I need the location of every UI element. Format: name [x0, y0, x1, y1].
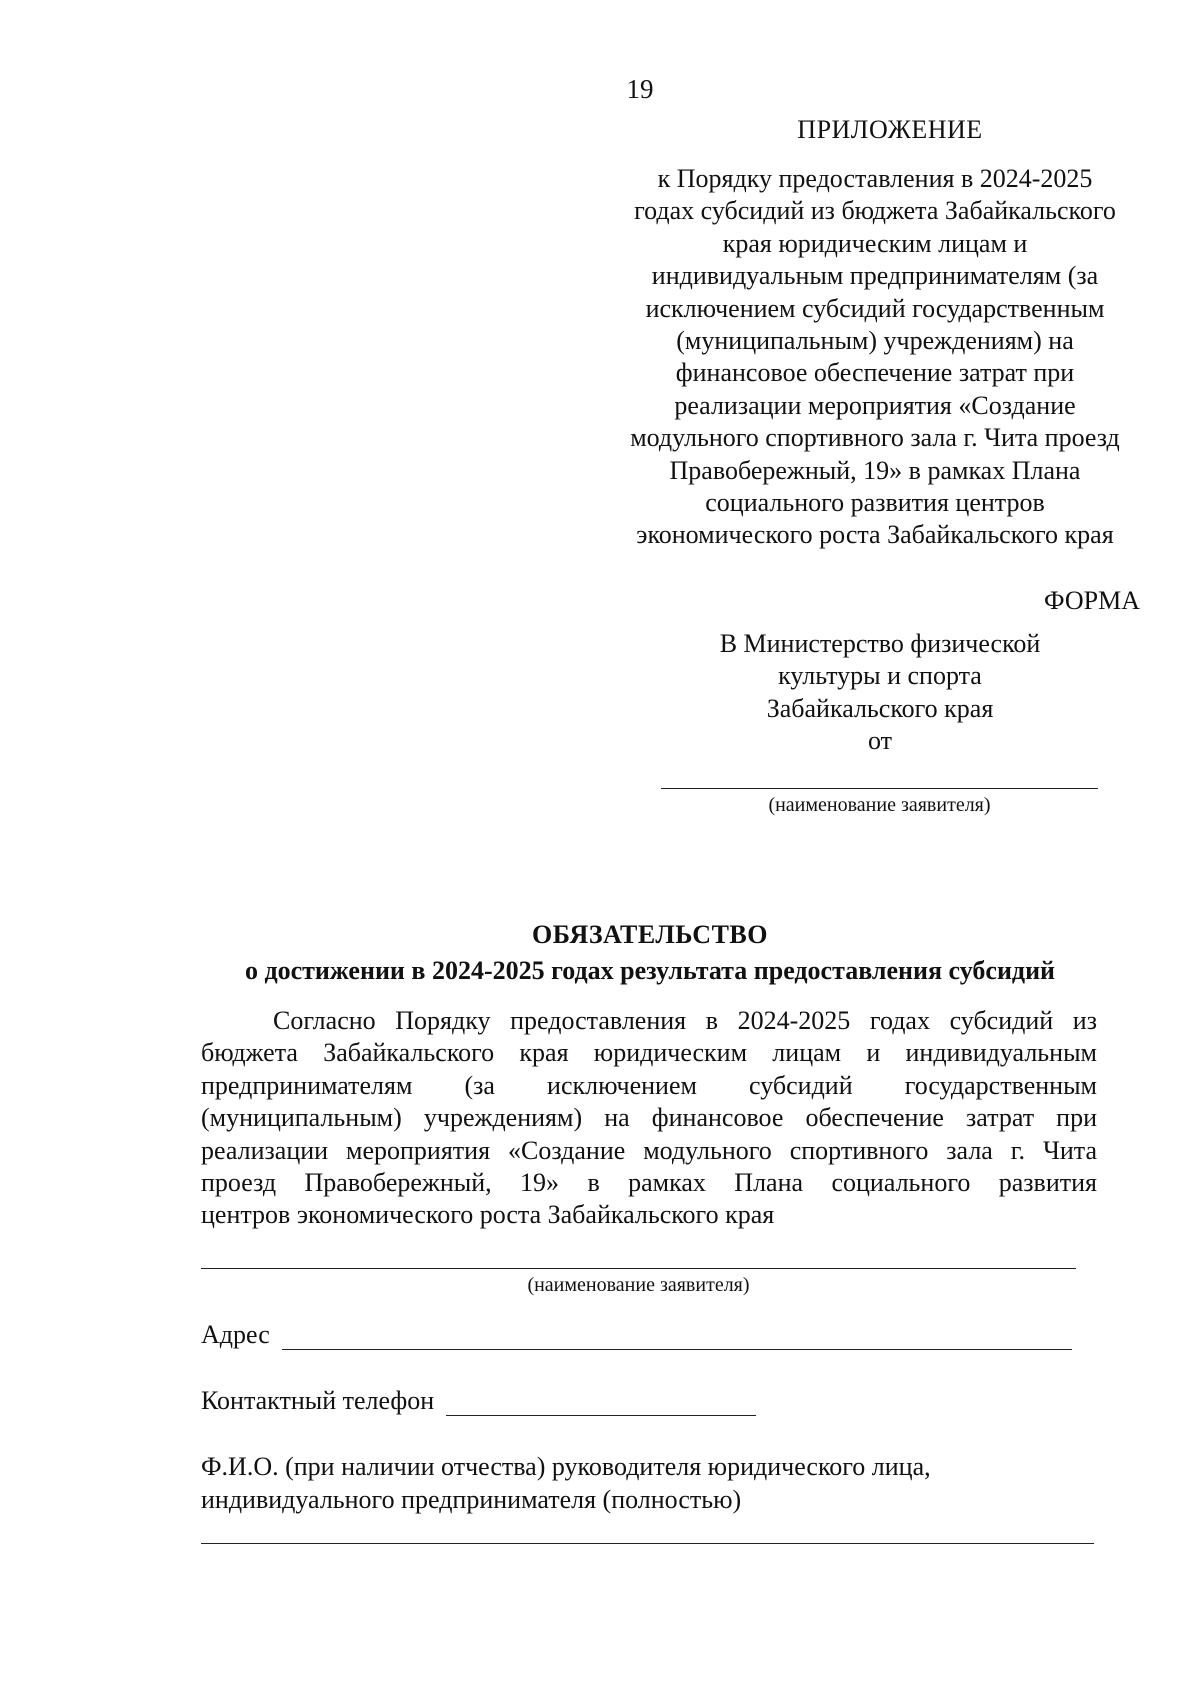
- addressee-line: от: [867, 726, 893, 756]
- appendix-reference: [595, 163, 1155, 552]
- appendix-line: индивидуальным предпринимателям (за: [651, 261, 1099, 291]
- head-fio-blank[interactable]: [201, 1543, 1094, 1544]
- addressee-line: Забайкальского края: [766, 693, 994, 723]
- document-title: ОБЯЗАТЕЛЬСТВО: [532, 920, 768, 949]
- appendix-line: к Порядку предоставления в 2024-2025: [657, 164, 1093, 193]
- applicant-name-caption-top: (наименование заявителя): [768, 794, 991, 816]
- appendix-title: ПРИЛОЖЕНИЕ: [797, 115, 983, 144]
- phone-label: Контактный телефон: [201, 1386, 435, 1415]
- document-subtitle: о достижении в 2024-2025 годах результата предоставления субсидий: [244, 956, 1056, 985]
- appendix-line: Правобережный, 19» в рамках Плана: [669, 455, 1081, 485]
- form-label: ФОРМА: [1044, 586, 1140, 615]
- paragraph-line: предпринимателям (за исключением субсидий государственным: [201, 1070, 1097, 1100]
- appendix-line: края юридическим лицам и: [722, 228, 1028, 258]
- appendix-line: социального развития центров: [705, 488, 1045, 518]
- appendix-line: годах субсидий из бюджета Забайкальского: [634, 196, 1116, 226]
- appendix-line: реализации мероприятия «Создание: [674, 390, 1076, 420]
- appendix-line: экономического роста Забайкальского края: [636, 520, 1114, 550]
- fio-line: индивидуального предпринимателя (полностью): [201, 1485, 742, 1514]
- addressee-line: культуры и спорта: [778, 661, 982, 691]
- phone-field-row: [201, 1386, 756, 1416]
- addressee-block: [660, 628, 1100, 758]
- page-number: 19: [626, 74, 654, 104]
- paragraph-line: (муниципальным) учреждениям) на финансовое обеспечение затрат при: [201, 1103, 1097, 1133]
- phone-blank[interactable]: [446, 1391, 756, 1416]
- appendix-line: финансовое обеспечение затрат при: [675, 358, 1075, 388]
- addressee-line: В Министерство физической: [719, 629, 1041, 658]
- appendix-line: (муниципальным) учреждениям) на: [676, 326, 1074, 356]
- applicant-name-blank-top[interactable]: [661, 788, 1098, 789]
- paragraph-line: Согласно Порядку предоставления в 2024-2025 годах субсидий из: [273, 1006, 1097, 1035]
- paragraph-line: реализации мероприятия «Создание модульного спортивного зала г. Чита: [201, 1135, 1097, 1165]
- address-field-row: [201, 1320, 1072, 1350]
- paragraph-line: центров экономического роста Забайкальского края: [201, 1200, 775, 1230]
- applicant-name-caption: (наименование заявителя): [527, 1274, 750, 1296]
- address-label: Адрес: [201, 1320, 270, 1349]
- paragraph-line: бюджета Забайкальского края юридическим лицам и индивидуальным: [201, 1038, 1097, 1068]
- fio-line: Ф.И.О. (при наличии отчества) руководителя юридического лица,: [201, 1452, 931, 1481]
- commitment-paragraph: [201, 1005, 1097, 1232]
- head-fio-label: [201, 1450, 1101, 1516]
- address-blank[interactable]: [282, 1325, 1072, 1350]
- paragraph-line: проезд Правобережный, 19» в рамках Плана социального развития: [201, 1168, 1097, 1198]
- applicant-name-blank[interactable]: [201, 1268, 1076, 1269]
- appendix-line: исключением субсидий государственным: [645, 293, 1105, 323]
- appendix-line: модульного спортивного зала г. Чита проезд: [630, 423, 1120, 453]
